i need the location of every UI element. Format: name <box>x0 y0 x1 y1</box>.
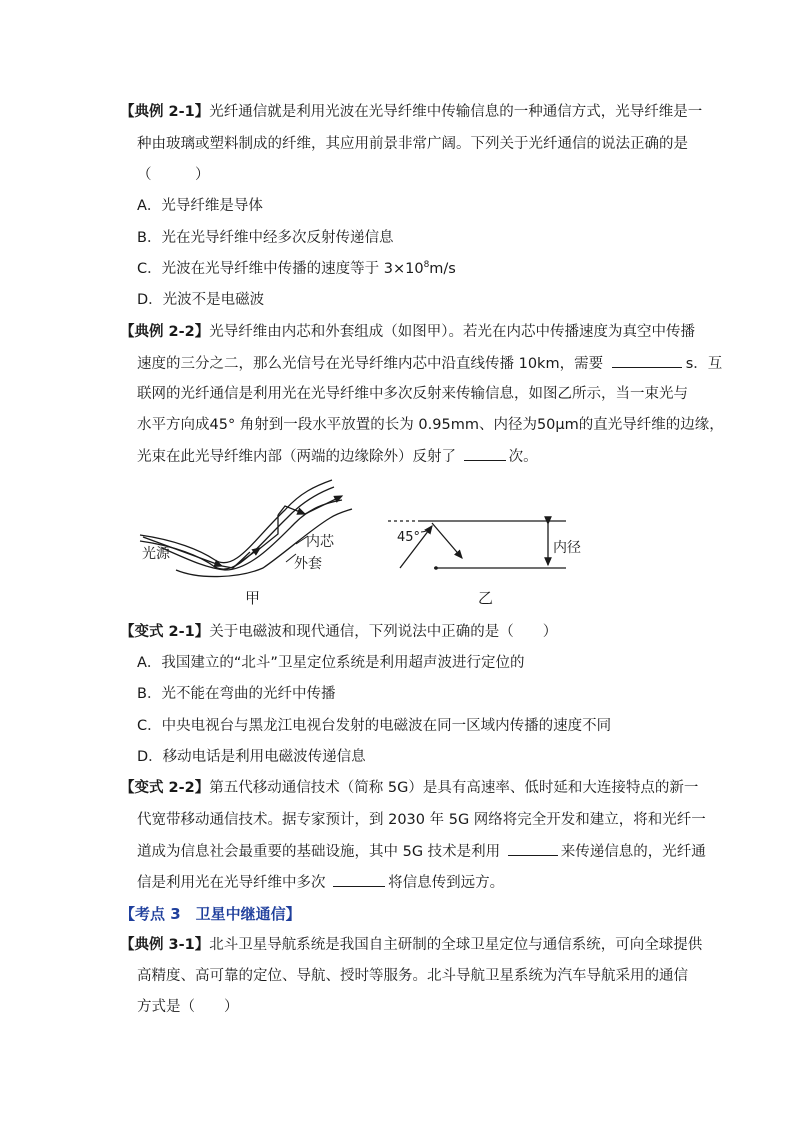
question-2-1-line-1 <box>120 102 702 122</box>
answer-blank[interactable] <box>464 446 506 461</box>
question-3-1-line-2: 高精度、高可靠的定位、导航、授时等服务。北斗导航卫星系统为汽车导航采用的通信 <box>137 968 688 984</box>
option-d: D．光波不是电磁波 <box>137 292 265 308</box>
exponent: 8 <box>423 260 430 271</box>
variant-2-1-line-1 <box>120 622 557 642</box>
option-a: A．我国建立的“北斗”卫星定位系统是利用超声波进行定位的 <box>137 655 525 671</box>
option-d: D．移动电话是利用电磁波传递信息 <box>137 749 366 765</box>
question-text: 来传递信息的，光纤通 <box>560 844 706 860</box>
label-light-source: 光源 <box>142 546 170 562</box>
variant-2-2-line-3 <box>137 841 706 862</box>
optical-fiber-figure <box>0 478 794 608</box>
answer-blank[interactable] <box>612 353 682 368</box>
section-heading: 【考点 3 卫星中继通信】 <box>120 905 301 923</box>
question-text: 关于电磁波和现代通信，下列说法中正确的是（ ） <box>209 624 558 640</box>
answer-blank[interactable] <box>508 841 558 856</box>
option-c: C．中央电视台与黑龙江电视台发射的电磁波在同一区域内传播的速度不同 <box>137 718 612 734</box>
question-text: 将信息传到远方。 <box>388 875 505 891</box>
question-text: 次。 <box>508 449 538 465</box>
option-c-unit: m/s <box>429 261 456 277</box>
label-core: 内芯 <box>306 534 334 550</box>
question-tag: 【变式 2-1】 <box>120 624 210 640</box>
question-text: 第五代移动通信技术（简称 5G）是具有高速率、低时延和大连接特点的新一 <box>209 780 699 796</box>
question-tag: 【典例 3-1】 <box>120 937 210 953</box>
option-b: B．光在光导纤维中经多次反射传递信息 <box>137 230 394 246</box>
option-b: B．光不能在弯曲的光纤中传播 <box>137 686 336 702</box>
option-a: A．光导纤维是导体 <box>137 198 263 214</box>
question-tag: 【典例 2-1】 <box>120 104 210 120</box>
question-2-2-line-1 <box>120 322 695 342</box>
question-3-1-line-3: 方式是（ ） <box>137 999 239 1015</box>
question-2-2-line-4: 水平方向成45° 角射到一段水平放置的长为 0.95mm、内径为50μm的直光导纤维的边缘， <box>137 417 724 433</box>
question-text: 道成为信息社会最重要的基础设施，其中 5G 技术是利用 <box>137 844 501 860</box>
question-2-2-line-5 <box>137 446 538 467</box>
variant-2-2-line-1 <box>120 778 698 798</box>
answer-blank[interactable] <box>333 872 385 887</box>
caption-figure-a: 甲 <box>245 589 261 607</box>
angle-label: 45° <box>397 530 421 545</box>
variant-2-2-line-2: 代宽带移动通信技术。据专家预计，到 2030 年 5G 网络将完全开发和建立，将和光纤一 <box>137 812 706 828</box>
question-3-1-line-1 <box>120 935 702 955</box>
question-text: 信是利用光在光导纤维中多次 <box>137 875 326 891</box>
question-text: 光导纤维由内芯和外套组成（如图甲）。若光在内芯中传播速度为真空中传播 <box>209 324 695 340</box>
label-cladding: 外套 <box>294 556 322 572</box>
variant-2-2-line-4 <box>137 872 504 893</box>
question-2-2-line-2 <box>137 353 722 374</box>
question-text: s．互 <box>685 356 723 372</box>
question-2-1-line-2: 种由玻璃或塑料制成的纤维，其应用前景非常广阔。下列关于光纤通信的说法正确的是 <box>137 136 688 152</box>
question-text: 北斗卫星导航系统是我国自主研制的全球卫星定位与通信系统，可向全球提供 <box>209 937 703 953</box>
label-inner-diameter: 内径 <box>553 540 581 556</box>
question-text: 光纤通信就是利用光波在光导纤维中传输信息的一种通信方式，光导纤维是一 <box>209 104 703 120</box>
question-tag: 【变式 2-2】 <box>120 780 210 796</box>
question-text: 速度的三分之二，那么光信号在光导纤维内芯中沿直线传播 10km，需要 <box>137 356 604 372</box>
option-c-text: C．光波在光导纤维中传播的速度等于 3×10 <box>137 261 424 277</box>
question-tag: 【典例 2-2】 <box>120 324 210 340</box>
question-text: 光束在此光导纤维内部（两端的边缘除外）反射了 <box>137 449 456 465</box>
answer-parenthesis: （ ） <box>137 167 210 183</box>
caption-figure-b: 乙 <box>478 589 494 607</box>
option-c <box>137 259 456 279</box>
question-2-2-line-3: 联网的光纤通信是利用光在光导纤维中多次反射来传输信息，如图乙所示，当一束光与 <box>137 386 688 402</box>
